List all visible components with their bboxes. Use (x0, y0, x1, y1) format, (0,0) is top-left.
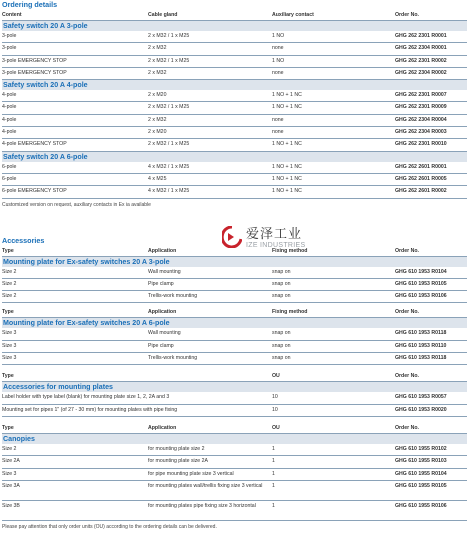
table-cell: Order No. (395, 373, 419, 380)
table-cell: 10 (272, 406, 278, 413)
table-row (2, 102, 467, 114)
table-cell: Size 2 (2, 293, 17, 300)
group-title-4-pole: Safety switch 20 A 4-pole (2, 80, 467, 90)
table-cell: 1 NO (272, 33, 285, 39)
table-cell: GHG 262 2301 R0002 (395, 57, 447, 64)
table-cell: Type (2, 373, 14, 380)
group-title-3-pole: Safety switch 20 A 3-pole (2, 21, 467, 31)
table-cell: Pipe clamp (148, 342, 174, 349)
table-cell: Size 3 (2, 470, 17, 477)
table-cell: 2 x M32 (148, 69, 167, 76)
amp-header (2, 371, 467, 382)
table-cell: snap on (272, 355, 291, 362)
table-cell: GHG 610 1955 R0105 (395, 482, 447, 489)
table-cell: Trellis-work mounting (148, 355, 198, 362)
table-row (2, 174, 467, 186)
mp3-title: Mounting plate for Ex-safety switches 20 A 3-pole (2, 257, 467, 267)
table-cell: 2 x M20 (148, 92, 167, 99)
table-cell: GHG 610 1955 R0102 (395, 445, 447, 452)
table-cell: Fixing method (272, 247, 308, 254)
table-cell: GHG 610 1953 R0118 (395, 330, 447, 337)
table-cell: Size 3 (2, 330, 17, 337)
table-cell: for mounting plate size 2 (148, 445, 205, 452)
order-unit-footnote: Please pay attention that only order units (OU) according to the ordering details can be delivered. (2, 523, 217, 530)
amp-title: Accessories for mounting plates (2, 382, 467, 392)
table-cell: none (272, 129, 284, 136)
table-row (2, 43, 467, 55)
table-cell: none (272, 45, 284, 52)
table-cell: Size 2 (2, 445, 17, 452)
table-row (2, 90, 467, 102)
table-row (2, 279, 467, 291)
ize-logo-mark-icon (222, 226, 242, 248)
table-cell: for mounting plates wall/trellis fixing size 3 vertical (148, 482, 263, 489)
accessories-title: Accessories (2, 235, 45, 245)
table-cell: 2 x M32 / 1 x M25 (148, 57, 190, 64)
table-cell: GHG 262 2301 R0009 (395, 104, 447, 111)
table-cell: for mounting plates pipe fixing size 3 horizontal (148, 502, 256, 509)
table-cell: GHG 610 1953 R0020 (395, 406, 447, 413)
table-cell: Cable gland (148, 12, 178, 18)
ordering-note: Customized version on request, auxiliary contacts in Ex ia available (2, 201, 151, 208)
table-cell: GHG 262 2601 R0002 (395, 188, 447, 195)
table-cell: Trellis-work mounting (148, 293, 198, 300)
table-cell: Mounting set for pipes 1" (of 27 - 30 mm) for mounting plates with pipe fixing (2, 406, 178, 413)
table-cell: 3-pole (2, 45, 17, 52)
table-cell: Auxiliary contact (272, 12, 314, 18)
table-cell: GHG 610 1953 R0057 (395, 394, 447, 401)
table-cell: Application (148, 247, 177, 254)
table-cell: 1 NO + 1 NC (272, 141, 302, 148)
table-cell: 1 NO + 1 NC (272, 163, 302, 170)
table-cell: 1 NO + 1 NC (272, 188, 302, 195)
table-cell: snap on (272, 293, 291, 300)
table-cell: Content (2, 12, 22, 18)
table-row (2, 162, 467, 174)
table-cell: Fixing method (272, 309, 308, 316)
canopies-header (2, 423, 467, 434)
table-cell: OU (272, 373, 280, 380)
table-cell: 1 (272, 502, 275, 509)
table-cell: 1 (272, 482, 275, 489)
mp6-title: Mounting plate for Ex-safety switches 20 A 6-pole (2, 318, 467, 328)
table-row (2, 267, 467, 279)
datasheet-page (2, 0, 467, 532)
table-row (2, 186, 467, 198)
logo-text-cn: 爱泽工业 (246, 226, 303, 241)
table-row (2, 291, 467, 303)
table-cell: Order No. (395, 247, 419, 254)
table-cell: Label holder with type label (blank) for mounting plate size 1, 2, 2A and 3 (2, 394, 170, 401)
table-cell: 2 x M32 / 1 x M25 (148, 33, 190, 39)
mp6-header (2, 307, 467, 318)
table-cell: 4 x M32 / 1 x M25 (148, 163, 190, 170)
table-cell: Size 2A (2, 458, 20, 465)
table-cell: 4-pole (2, 129, 17, 136)
table-row (2, 31, 467, 43)
table-cell: 4 x M32 / 1 x M25 (148, 188, 190, 195)
table-cell: 4-pole EMERGENCY STOP (2, 141, 67, 148)
table-row (2, 56, 467, 68)
table-cell: Wall mounting (148, 330, 181, 337)
table-cell: snap on (272, 330, 291, 337)
table-cell: Size 2 (2, 280, 17, 287)
table-cell: 4 x M25 (148, 175, 167, 182)
table-cell: 3-pole (2, 33, 17, 39)
table-cell: 4-pole (2, 116, 17, 123)
table-row (2, 481, 467, 501)
ordering-header (2, 10, 467, 21)
table-cell: GHG 262 2301 R0010 (395, 141, 447, 148)
table-cell: Order No. (395, 424, 419, 431)
table-cell: 2 x M32 (148, 45, 167, 52)
table-row (2, 68, 467, 80)
table-cell: for mounting plate size 2A (148, 458, 208, 465)
table-cell: 4-pole (2, 104, 17, 111)
table-cell: Order No. (395, 309, 419, 316)
table-cell: Application (148, 309, 177, 316)
table-cell: OU (272, 424, 280, 431)
table-cell: Wall mounting (148, 268, 181, 275)
table-row (2, 501, 467, 521)
table-cell: GHG 262 2301 R0007 (395, 92, 447, 99)
table-cell: 2 x M32 / 1 x M25 (148, 104, 190, 111)
table-cell: GHG 610 1953 R0110 (395, 342, 447, 349)
table-cell: 1 (272, 458, 275, 465)
table-cell: Order No. (395, 12, 419, 18)
table-cell: snap on (272, 280, 291, 287)
table-cell: 1 (272, 470, 275, 477)
table-row (2, 456, 467, 468)
table-cell: GHG 262 2304 R0001 (395, 45, 447, 52)
table-cell: GHG 610 1955 R0104 (395, 470, 447, 477)
table-cell: 1 NO + 1 NC (272, 92, 302, 99)
table-cell: Type (2, 424, 14, 431)
table-row (2, 444, 467, 456)
table-cell: GHG 610 1953 R0105 (395, 280, 447, 287)
table-cell: 2 x M32 / 1 x M25 (148, 141, 190, 148)
canopies-title: Canopies (2, 434, 467, 444)
table-cell: GHG 262 2304 R0004 (395, 116, 447, 123)
table-cell: GHG 262 2301 R0001 (395, 33, 447, 39)
table-cell: Size 2 (2, 268, 17, 275)
table-cell: GHG 610 1953 R0104 (395, 268, 447, 275)
table-cell: Type (2, 247, 14, 254)
table-cell: snap on (272, 268, 291, 275)
table-cell: GHG 262 2601 R0001 (395, 163, 447, 170)
table-cell: Size 3 (2, 342, 17, 349)
table-row (2, 392, 467, 404)
table-cell: Type (2, 309, 14, 316)
table-row (2, 127, 467, 139)
logo-text-en: IZE INDUSTRIES (246, 242, 306, 249)
table-cell: 6-pole (2, 175, 17, 182)
table-cell: 1 NO + 1 NC (272, 175, 302, 182)
table-cell: none (272, 69, 284, 76)
table-cell: Size 3 (2, 355, 17, 362)
table-cell: for pipe mounting plate size 3 vertical (148, 470, 234, 477)
table-cell: Pipe clamp (148, 280, 174, 287)
table-cell: GHG 610 1953 R0106 (395, 293, 447, 300)
table-cell: Application (148, 424, 177, 431)
table-cell: GHG 610 1955 R0106 (395, 502, 447, 509)
table-row (2, 341, 467, 353)
table-row (2, 353, 467, 365)
table-cell: GHG 262 2601 R0005 (395, 175, 447, 182)
table-cell: 4-pole (2, 92, 17, 99)
table-cell: 1 NO + 1 NC (272, 104, 302, 111)
table-row (2, 115, 467, 127)
table-cell: GHG 262 2304 R0003 (395, 129, 447, 136)
table-row (2, 469, 467, 481)
table-cell: GHG 610 1955 R0103 (395, 458, 447, 465)
table-cell: Size 3A (2, 482, 20, 489)
table-cell: snap on (272, 342, 291, 349)
ize-logo (222, 221, 332, 257)
table-row (2, 139, 467, 151)
table-cell: 3-pole EMERGENCY STOP (2, 69, 67, 76)
table-cell: 6-pole (2, 163, 17, 170)
table-row (2, 405, 467, 417)
table-cell: GHG 262 2304 R0002 (395, 69, 447, 76)
table-cell: Size 3B (2, 502, 20, 509)
table-cell: 3-pole EMERGENCY STOP (2, 57, 67, 64)
table-cell: 6-pole EMERGENCY STOP (2, 188, 67, 195)
table-cell: 2 x M32 (148, 116, 167, 123)
group-title-6-pole: Safety switch 20 A 6-pole (2, 152, 467, 162)
table-cell: none (272, 116, 284, 123)
table-cell: GHG 610 1953 R0118 (395, 355, 447, 362)
table-cell: 1 (272, 445, 275, 452)
table-row (2, 328, 467, 340)
table-cell: 1 NO (272, 57, 285, 64)
table-cell: 10 (272, 394, 278, 401)
ordering-title: Ordering details (2, 0, 58, 9)
table-cell: 2 x M20 (148, 129, 167, 136)
